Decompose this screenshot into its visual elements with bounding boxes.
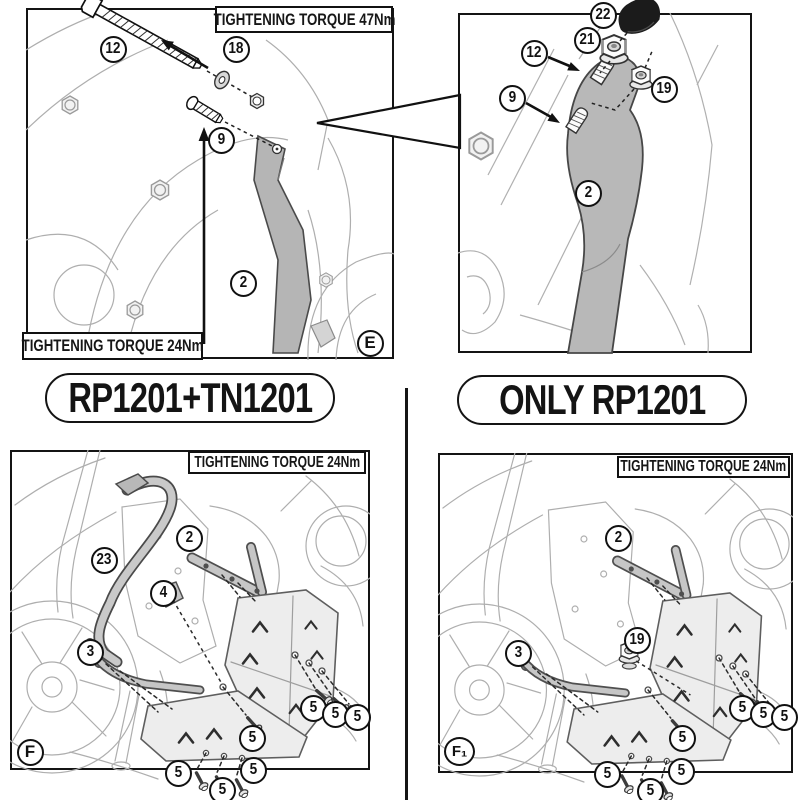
torque-label-24nm-f1-text: TIGHTENING TORQUE 24Nm xyxy=(620,458,787,475)
callout-23: 23 xyxy=(91,547,118,574)
callout-18: 18 xyxy=(223,36,250,63)
callout-5: 5 xyxy=(344,704,371,731)
step-badge-f1-text: F₁ xyxy=(451,743,468,760)
illustration-sidestand-bolts xyxy=(26,8,394,360)
model-pill-only-rp1201-text: ONLY RP1201 xyxy=(498,376,706,423)
step-badge-f-text: F xyxy=(24,742,36,761)
torque-label-24nm-e xyxy=(22,332,203,360)
callout-5: 5 xyxy=(669,725,696,752)
callout-2: 2 xyxy=(230,270,257,297)
torque-label-47nm xyxy=(215,6,393,33)
torque-label-24nm-f xyxy=(188,451,366,474)
torque-label-24nm-e-text: TIGHTENING TORQUE 24Nm xyxy=(21,336,204,355)
callout-5: 5 xyxy=(637,778,664,800)
callout-2: 2 xyxy=(605,525,632,552)
illustration-skidplate-only xyxy=(438,453,793,800)
zoom-wedge-arrow xyxy=(300,85,462,155)
callout-5: 5 xyxy=(300,695,327,722)
callout-2: 2 xyxy=(176,525,203,552)
model-pill-rp1201-tn1201 xyxy=(45,373,335,423)
callout-9: 9 xyxy=(208,127,235,154)
callout-5: 5 xyxy=(209,777,236,800)
callout-12: 12 xyxy=(100,36,127,63)
torque-label-24nm-f1 xyxy=(617,456,790,478)
illustration-skidplate-with-guard xyxy=(10,450,370,800)
callout-5: 5 xyxy=(729,695,756,722)
callout-3: 3 xyxy=(505,640,532,667)
callout-2: 2 xyxy=(575,180,602,207)
step-badge-e-text: E xyxy=(364,333,376,352)
illustration-bracket-detail xyxy=(458,13,752,353)
section-divider xyxy=(405,388,408,800)
callout-9: 9 xyxy=(499,85,526,112)
model-pill-only-rp1201 xyxy=(457,375,747,425)
step-badge-f1 xyxy=(444,737,475,766)
callout-5: 5 xyxy=(668,758,695,785)
model-pill-rp1201-tn1201-text: RP1201+TN1201 xyxy=(68,374,312,421)
callout-3: 3 xyxy=(77,639,104,666)
callout-19: 19 xyxy=(624,627,651,654)
callout-5: 5 xyxy=(322,701,349,728)
callout-5: 5 xyxy=(594,761,621,788)
callout-5: 5 xyxy=(771,704,798,731)
callout-12: 12 xyxy=(521,40,548,67)
callout-21: 21 xyxy=(574,27,601,54)
callout-5: 5 xyxy=(750,701,777,728)
callout-5: 5 xyxy=(165,760,192,787)
panel-border-patch xyxy=(458,93,461,150)
callout-4: 4 xyxy=(150,580,177,607)
step-badge-e xyxy=(357,330,384,357)
callout-22: 22 xyxy=(590,2,617,29)
torque-label-24nm-f-text: TIGHTENING TORQUE 24Nm xyxy=(194,453,360,471)
callout-19: 19 xyxy=(651,76,678,103)
callout-5: 5 xyxy=(240,757,267,784)
torque-label-47nm-text: TIGHTENING TORQUE 47Nm xyxy=(213,9,395,29)
step-badge-f xyxy=(17,739,44,766)
callout-5: 5 xyxy=(239,725,266,752)
